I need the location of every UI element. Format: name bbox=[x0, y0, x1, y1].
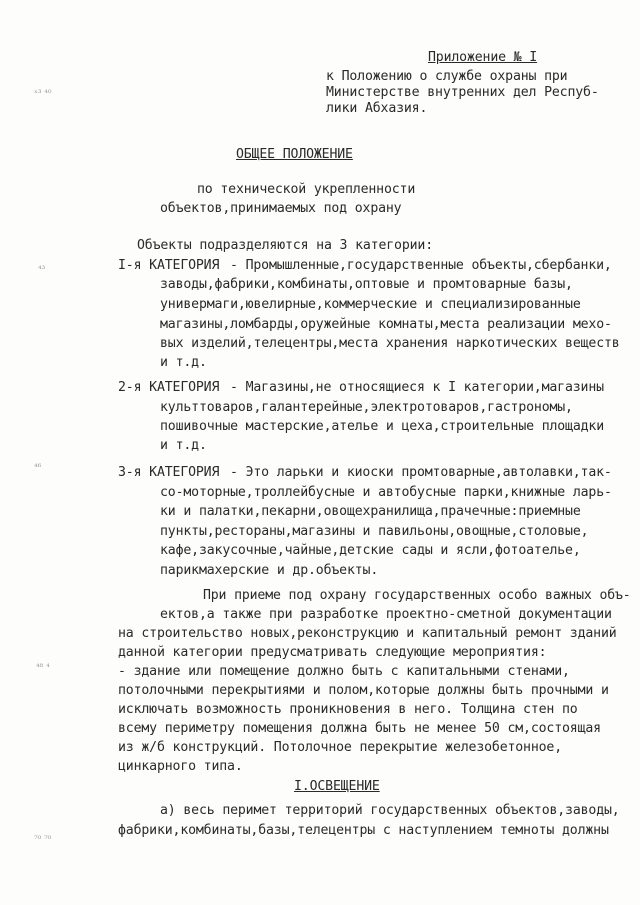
category-text: культтоваров,галантерейные,электротоваров,гастрономы, bbox=[160, 400, 573, 415]
appendix-line: к Положению о службе охраны при bbox=[326, 69, 568, 84]
paragraph-line: ектов,а также при разработке проектно-сметной документации bbox=[160, 607, 612, 622]
category-text: пункты,рестораны,магазины и павильоны,овощные,столовые, bbox=[160, 524, 589, 539]
margin-mark: ₄₃ bbox=[38, 262, 46, 272]
category-text: пошивочные мастерские,ателье и цеха,строительные площадки bbox=[160, 419, 605, 434]
category-text: и т.д. bbox=[160, 355, 207, 370]
paragraph-line: всему периметру помещения должна быть не менее 50 см,состоящая bbox=[118, 721, 601, 736]
category-text: - Это ларьки и киоски промтоварные,автолавки,так- bbox=[230, 465, 612, 480]
paragraph-line: цинкарного типа. bbox=[118, 759, 243, 774]
category-text: заводы,фабрики,комбинаты,оптовые и промтоварные базы, bbox=[160, 277, 573, 292]
category-text: вых изделий,телецентры,места хранения наркотических веществ bbox=[160, 336, 620, 351]
paragraph-line: При приеме под охрану государственных особо важных объ- bbox=[203, 588, 631, 603]
section-text: а) весь перимет территорий государственных объектов,заводы, bbox=[160, 803, 620, 818]
category-text: кафе,закусочные,чайные,детские сады и ясли,фотоателье, bbox=[160, 543, 581, 558]
section-text: фабрики,комбинаты,базы,телецентры с наступлением темноты должны bbox=[118, 823, 609, 838]
appendix-line: лики Абхазия. bbox=[326, 101, 428, 116]
category-label: 3-я КАТЕГОРИЯ bbox=[118, 465, 220, 480]
appendix-label: Приложение № I bbox=[428, 50, 538, 65]
subtitle-line: по технической укрепленности bbox=[197, 182, 416, 197]
category-text: магазины,ломбарды,оружейные комнаты,места реализации мехо- bbox=[160, 317, 612, 332]
margin-mark: ₇₀ ₇₀ bbox=[34, 832, 52, 842]
category-text: со-моторные,троллейбусные и автобусные парки,книжные ларь- bbox=[160, 485, 612, 500]
paragraph-line: данной категории предусматривать следующие мероприятия: bbox=[118, 645, 547, 660]
margin-mark: ₓ₃ ₄₀ bbox=[34, 86, 52, 96]
paragraph-line: на строительство новых,реконструкцию и капитальный ремонт зданий bbox=[118, 626, 617, 641]
paragraph-line: исключать возможность проникновения в него. Толщина стен по bbox=[118, 702, 578, 717]
category-text: парикмахерские и др.объекты. bbox=[160, 563, 379, 578]
appendix-line: Министерстве внутренних дел Респуб- bbox=[326, 85, 599, 100]
category-label: I-я КАТЕГОРИЯ bbox=[118, 258, 220, 273]
paragraph-line: из ж/б конструкций. Потолочное перекрытие железобетонное, bbox=[118, 740, 563, 755]
category-text: ки и палатки,пекарни,овощехранилища,прачечные:приемные bbox=[160, 504, 581, 519]
margin-mark: ₄₆ bbox=[34, 460, 42, 470]
category-text: - Промышленные,государственные объекты,сбербанки, bbox=[230, 258, 612, 273]
section-heading: I.ОСВЕЩЕНИЕ bbox=[294, 779, 380, 794]
document-title: ОБЩЕЕ ПОЛОЖЕНИЕ bbox=[236, 147, 353, 162]
margin-mark: ₄₈ ₄ bbox=[36, 660, 50, 670]
subtitle-line: объектов,принимаемых под охрану bbox=[160, 201, 402, 216]
paragraph-line: потолочными перекрытиями и полом,которые должны быть прочными и bbox=[118, 683, 609, 698]
intro-text: Объекты подразделяются на 3 категории: bbox=[137, 238, 434, 253]
category-text: и т.д. bbox=[160, 438, 207, 453]
category-text: универмаги,ювелирные,коммерческие и специализированные bbox=[160, 297, 581, 312]
category-label: 2-я КАТЕГОРИЯ bbox=[118, 380, 220, 395]
category-text: - Магазины,не относящиеся к I категории,магазины bbox=[230, 380, 604, 395]
paragraph-line: - здание или помещение должно быть с капитальными стенами, bbox=[118, 664, 570, 679]
